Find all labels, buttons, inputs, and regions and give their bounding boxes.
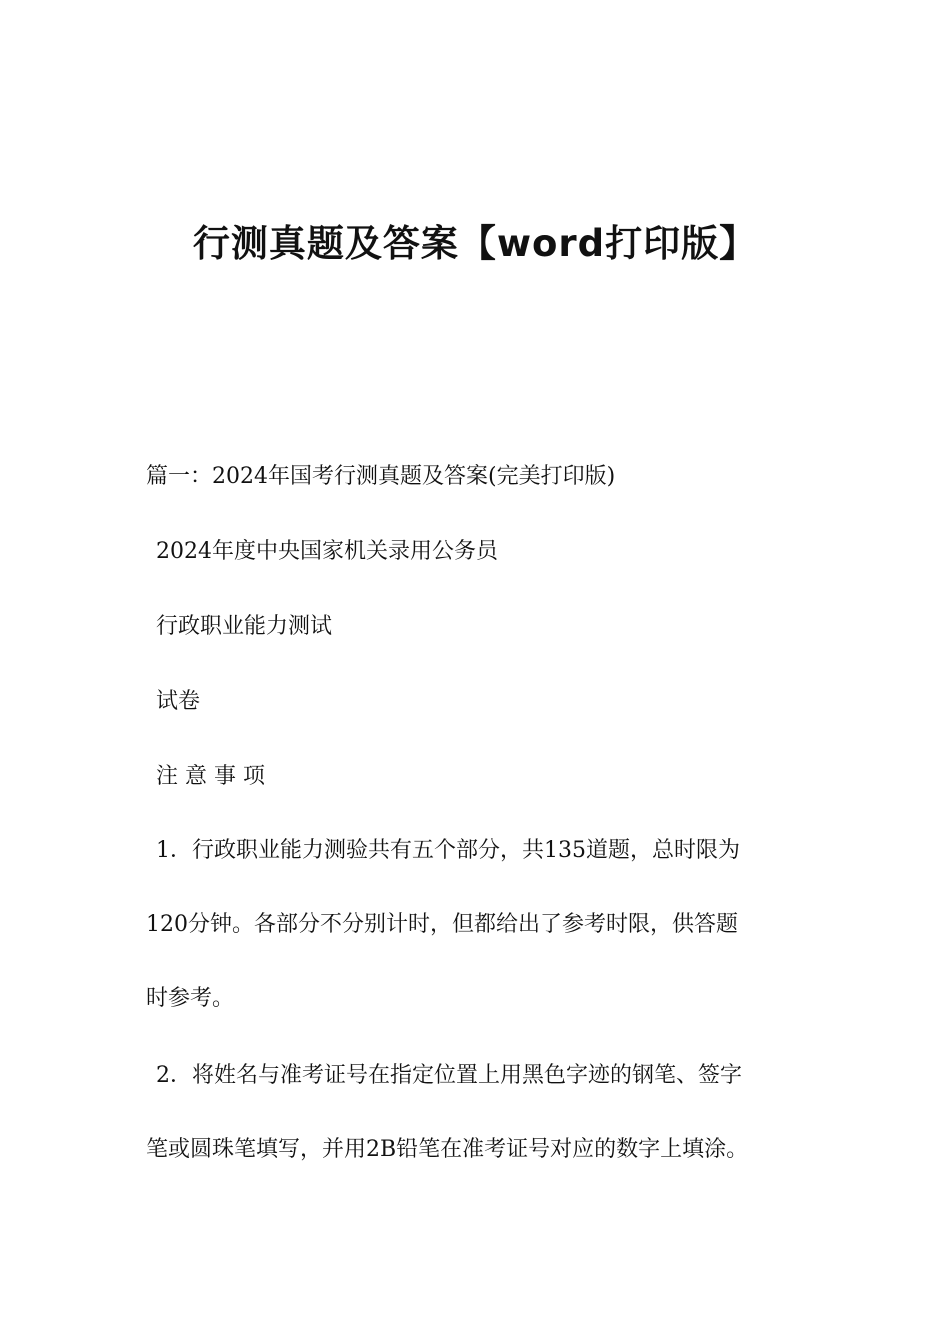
document-title: 行测真题及答案【word打印版】 [192, 222, 758, 265]
note-item-1-line-3: 时参考。 [146, 986, 235, 1011]
paper-line: 试卷 [156, 689, 201, 714]
subject-line: 行政职业能力测试 [156, 614, 333, 639]
note-item-2-line-1: 2．将姓名与准考证号在指定位置上用黑色字迹的钢笔、签字 [156, 1063, 742, 1088]
note-item-2-line-2: 笔或圆珠笔填写，并用2B铅笔在准考证号对应的数字上填涂。 [146, 1137, 749, 1162]
note-item-1-line-2: 120分钟。各部分不分别计时，但都给出了参考时限，供答题 [146, 912, 738, 937]
note-item-1-line-1: 1．行政职业能力测验共有五个部分，共135道题，总时限为 [156, 838, 740, 863]
notes-heading: 注 意 事 项 [156, 764, 265, 789]
exam-year-line: 2024年度中央国家机关录用公务员 [156, 539, 498, 564]
section-heading: 篇一：2024年国考行测真题及答案(完美打印版) [146, 464, 616, 489]
